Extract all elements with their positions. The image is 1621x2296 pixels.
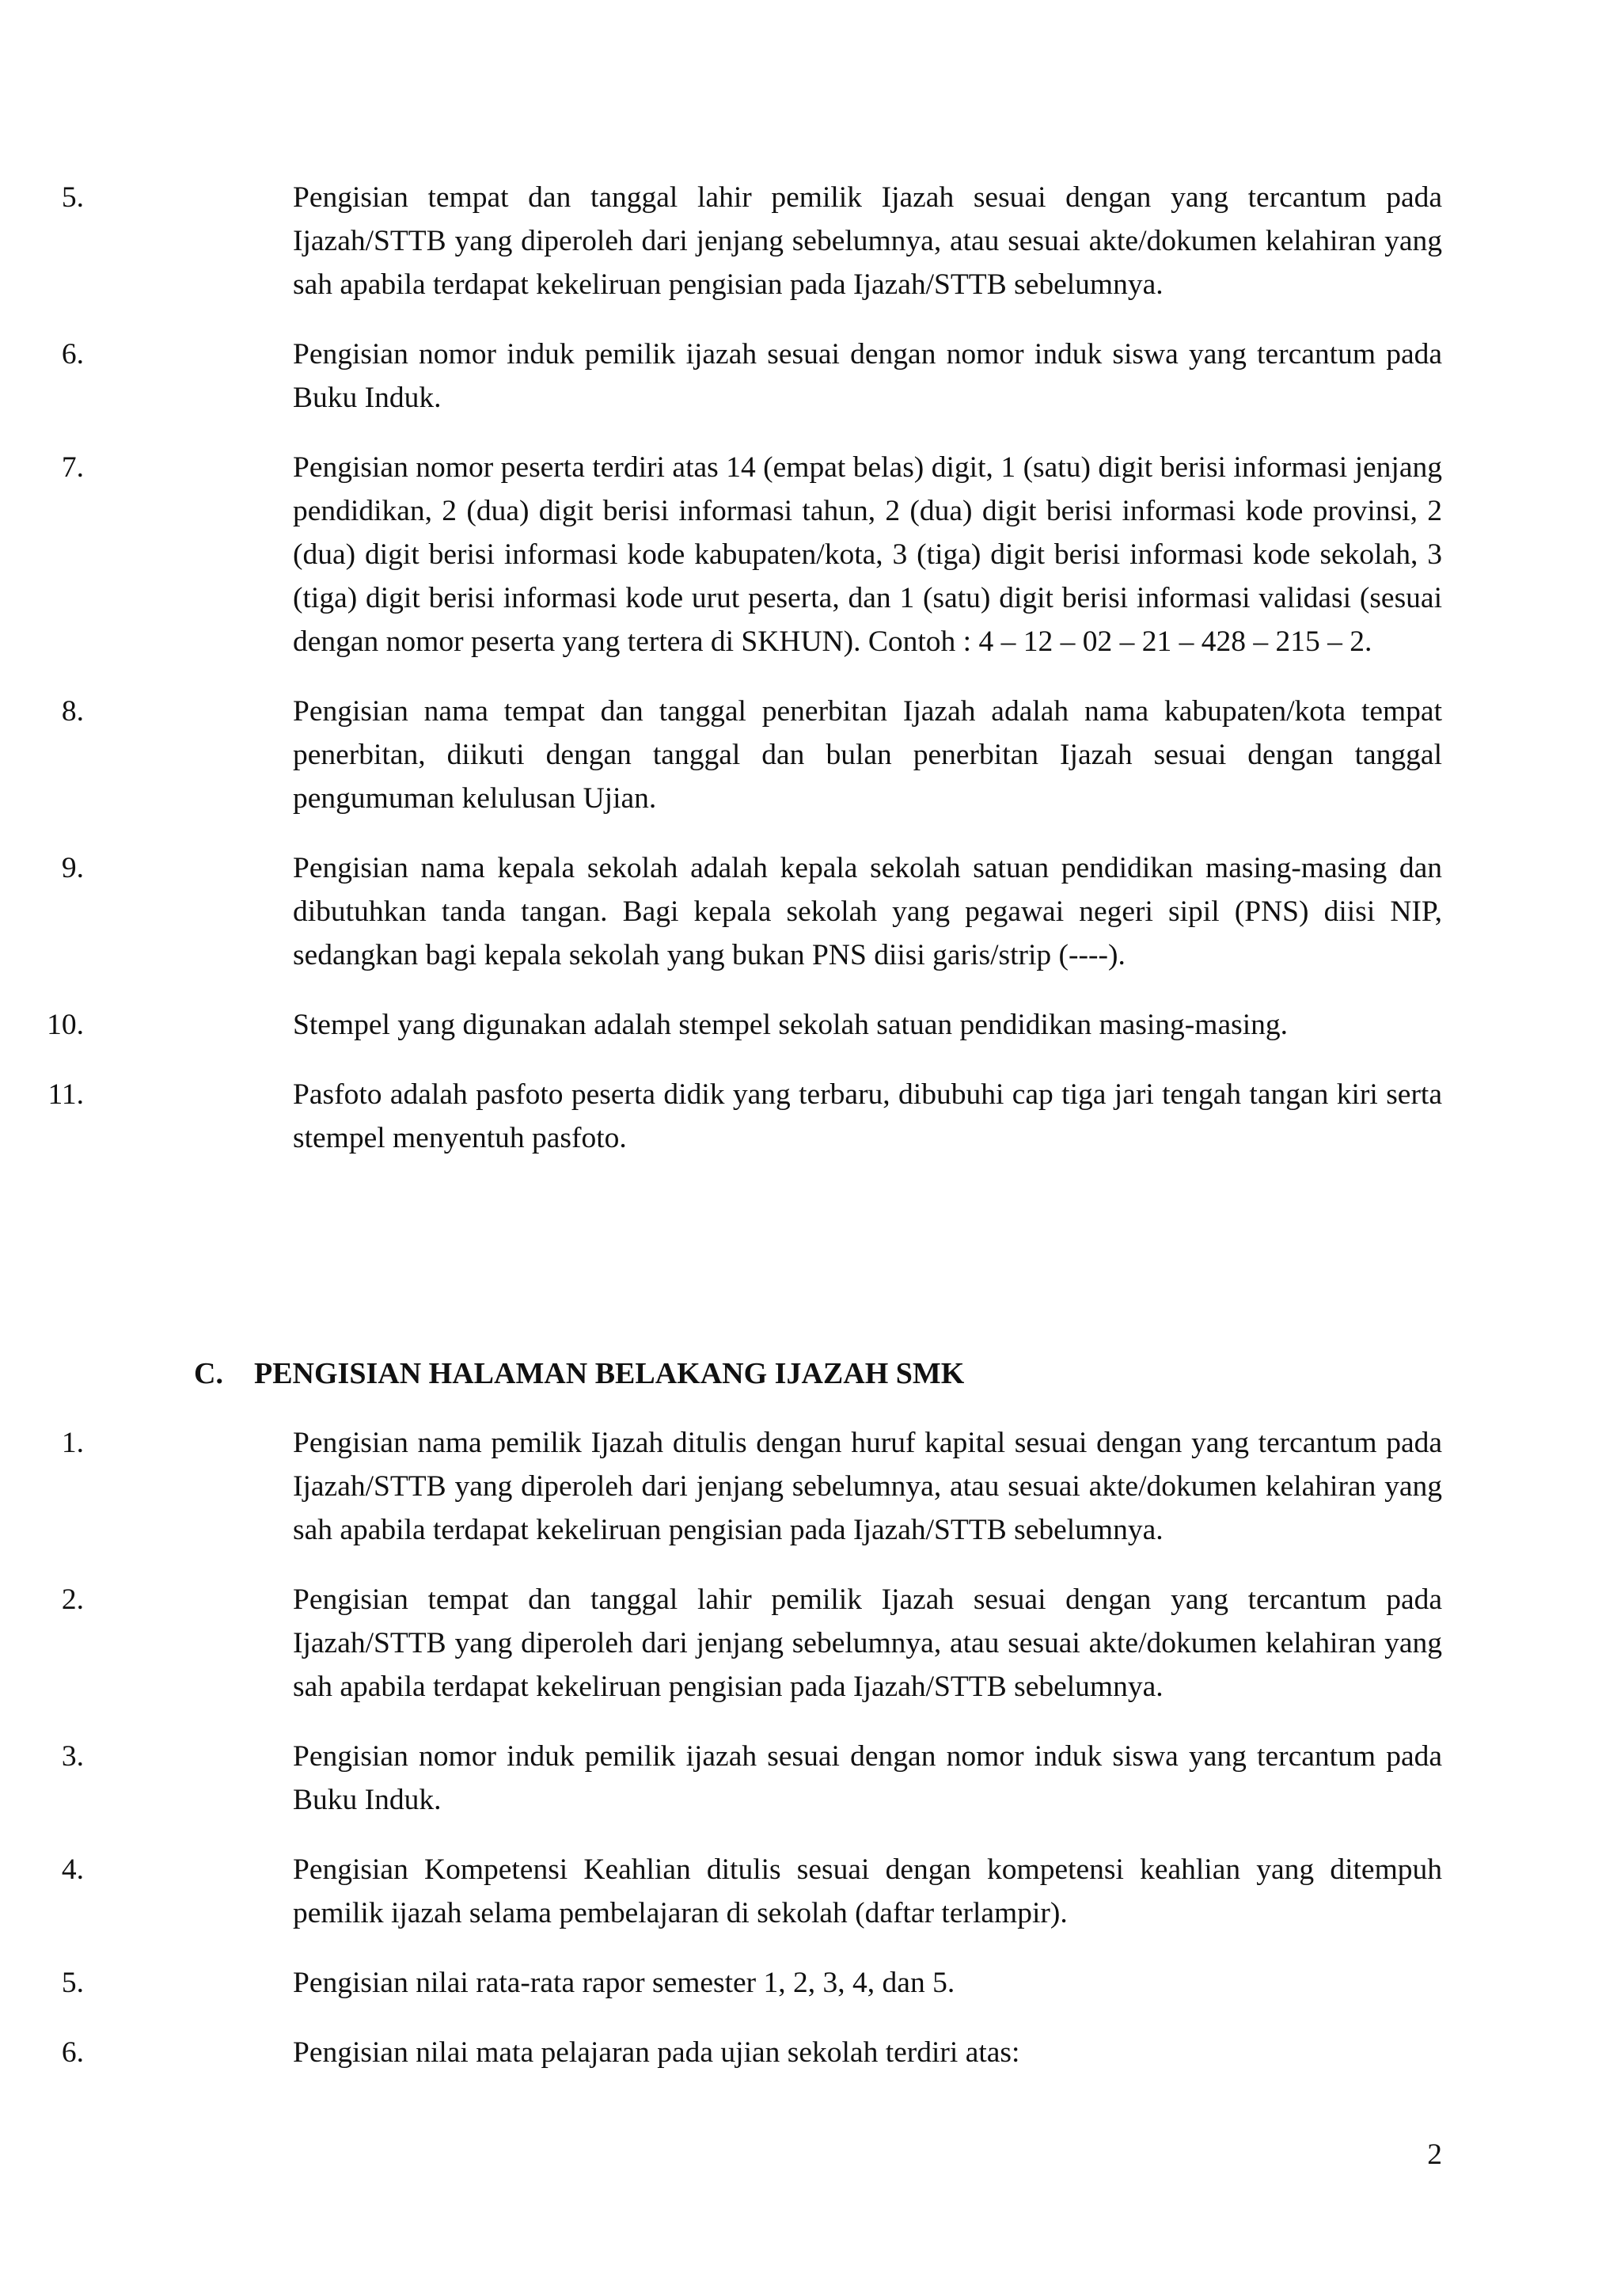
list-item-number: 3. bbox=[61, 1740, 84, 1773]
list-item-text: Pengisian nomor peserta terdiri atas 14 (empat belas) digit, 1 (satu) digit berisi informasi jenjang pendidikan, 2 (dua) digit berisi informasi tahun, 2 (dua) digit berisi informasi kode provinsi, 2 (dua) digit berisi informasi kode kabupaten/kota, 3 (tiga) digit berisi informasi kode sekolah, 3 (tiga) digit berisi informasi kode urut peserta, dan 1 (satu) digit berisi informasi validasi (sesuai dengan nomor peserta yang tertera di SKHUN). Contoh : 4 – 12 – 02 – 21 – 428 – 215 – 2. bbox=[293, 451, 1442, 658]
list-item-number: 6. bbox=[61, 338, 84, 371]
list-item bbox=[0, 690, 1442, 820]
list-item-text: Pengisian nilai rata-rata rapor semester 1, 2, 3, 4, dan 5. bbox=[293, 1967, 955, 1999]
page-number: 2 bbox=[1427, 2138, 1442, 2171]
list-item bbox=[0, 1848, 1442, 1935]
list-item-text: Pengisian Kompetensi Keahlian ditulis sesuai dengan kompetensi keahlian yang ditempuh pemilik ijazah selama pembelajaran di sekolah (daftar terlampir). bbox=[293, 1853, 1442, 1929]
list-item bbox=[0, 333, 1442, 420]
list-item-text: Pengisian nama pemilik Ijazah ditulis dengan huruf kapital sesuai dengan yang tercantum pada Ijazah/STTB yang diperoleh dari jenjang sebelumnya, atau sesuai akte/dokumen kelahiran yang sah apabila terdapat kekeliruan pengisian pada Ijazah/STTB sebelumnya. bbox=[293, 1427, 1442, 1546]
list-item-number: 11. bbox=[47, 1078, 84, 1111]
list-item-text: Pengisian nomor induk pemilik ijazah sesuai dengan nomor induk siswa yang tercantum pada Buku Induk. bbox=[293, 338, 1442, 414]
list-item-number: 1. bbox=[61, 1427, 84, 1459]
list-item bbox=[0, 176, 1442, 306]
list-item bbox=[0, 1578, 1442, 1709]
section-c-numbered-list bbox=[0, 1421, 1621, 2100]
list-item-number: 10. bbox=[47, 1009, 84, 1041]
list-item-text: Pengisian nama tempat dan tanggal penerbitan Ijazah adalah nama kabupaten/kota tempat penerbitan, diikuti dengan tanggal dan bulan penerbitan Ijazah sesuai dengan tanggal pengumuman kelulusan Ujian. bbox=[293, 695, 1442, 815]
section-heading bbox=[194, 1352, 964, 1396]
list-item-number: 5. bbox=[61, 181, 84, 214]
section-title: PENGISIAN HALAMAN BELAKANG IJAZAH SMK bbox=[254, 1357, 965, 1390]
list-item-text: Stempel yang digunakan adalah stempel sekolah satuan pendidikan masing-masing. bbox=[293, 1009, 1288, 1041]
list-item-text: Pengisian nomor induk pemilik ijazah sesuai dengan nomor induk siswa yang tercantum pada Buku Induk. bbox=[293, 1740, 1442, 1816]
list-item bbox=[0, 1003, 1442, 1047]
list-item-number: 9. bbox=[61, 852, 84, 884]
list-item bbox=[0, 1961, 1442, 2005]
list-item bbox=[0, 846, 1442, 977]
list-item-number: 7. bbox=[61, 451, 84, 484]
list-item-number: 5. bbox=[61, 1967, 84, 1999]
list-item-number: 6. bbox=[61, 2036, 84, 2069]
list-item-text: Pasfoto adalah pasfoto peserta didik yang terbaru, dibubuhi cap tiga jari tengah tangan kiri serta stempel menyentuh pasfoto. bbox=[293, 1078, 1442, 1154]
list-item-text: Pengisian tempat dan tanggal lahir pemilik Ijazah sesuai dengan yang tercantum pada Ijazah/STTB yang diperoleh dari jenjang sebelumnya, atau sesuai akte/dokumen kelahiran yang sah apabila terdapat kekeliruan pengisian pada Ijazah/STTB sebelumnya. bbox=[293, 1583, 1442, 1703]
list-item bbox=[0, 446, 1442, 663]
list-item bbox=[0, 2031, 1442, 2074]
list-item bbox=[0, 1735, 1442, 1822]
list-item bbox=[0, 1073, 1442, 1160]
list-item-number: 2. bbox=[61, 1583, 84, 1616]
continued-numbered-list bbox=[0, 176, 1621, 1186]
list-item bbox=[0, 1421, 1442, 1552]
list-item-text: Pengisian tempat dan tanggal lahir pemilik Ijazah sesuai dengan yang tercantum pada Ijazah/STTB yang diperoleh dari jenjang sebelumnya, atau sesuai akte/dokumen kelahiran yang sah apabila terdapat kekeliruan pengisian pada Ijazah/STTB sebelumnya. bbox=[293, 181, 1442, 301]
section-letter: C. bbox=[194, 1357, 223, 1390]
list-item-text: Pengisian nilai mata pelajaran pada ujian sekolah terdiri atas: bbox=[293, 2036, 1020, 2069]
list-item-text: Pengisian nama kepala sekolah adalah kepala sekolah satuan pendidikan masing-masing dan dibutuhkan tanda tangan. Bagi kepala sekolah yang pegawai negeri sipil (PNS) diisi NIP, sedangkan bagi kepala sekolah yang bukan PNS diisi garis/strip (----). bbox=[293, 852, 1442, 971]
list-item-number: 4. bbox=[61, 1853, 84, 1886]
list-item-number: 8. bbox=[61, 695, 84, 728]
